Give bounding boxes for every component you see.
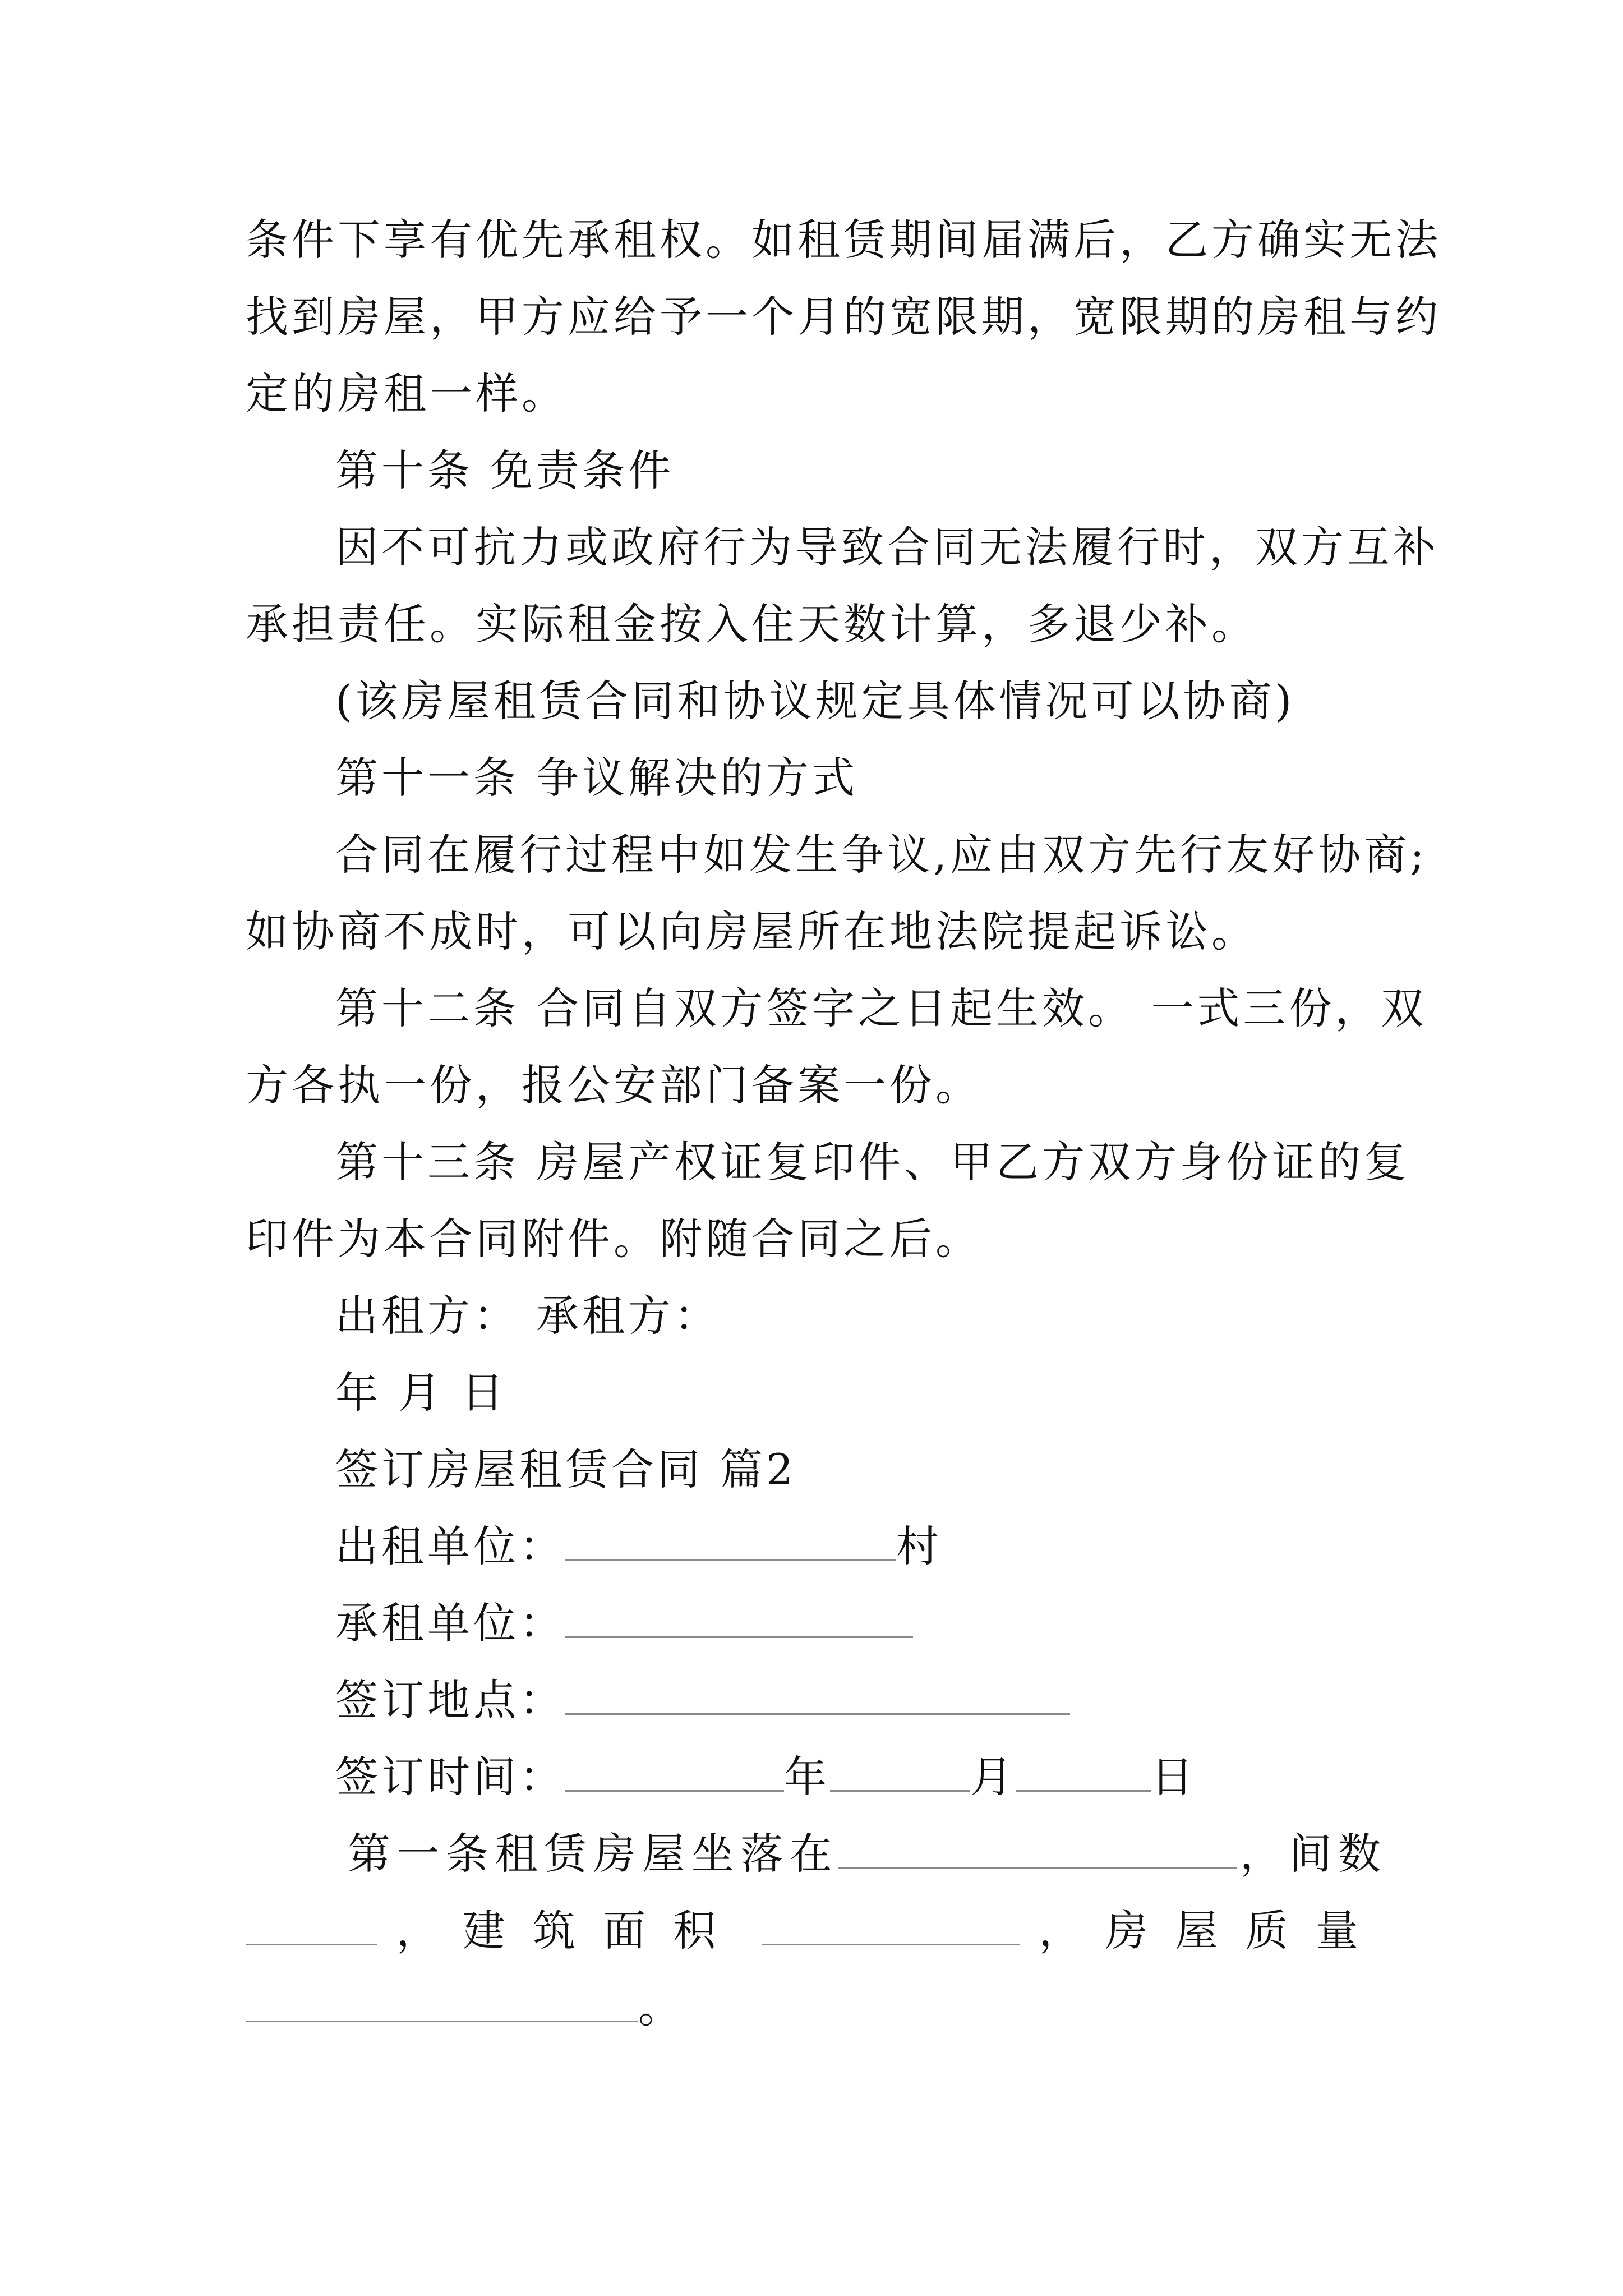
text-line: 如协商不成时，可以向房屋所在地法院提起诉讼。 [246, 907, 1257, 956]
month-blank[interactable] [830, 1750, 970, 1792]
article1-text: ， [1039, 1906, 1087, 1955]
text-line: 因不可抗力或政府行为导致合同无法履行时，双方互补 [335, 522, 1439, 572]
lessor-blank[interactable] [565, 1519, 896, 1561]
month-label: 月 [970, 1752, 1016, 1802]
location-blank[interactable] [838, 1826, 1237, 1869]
article1-line2 [246, 1903, 1384, 1959]
lessee-row [335, 1595, 1384, 1651]
time-row [335, 1749, 1384, 1805]
text-line: 承担责任。实际租金按入住天数计算，多退少补。 [246, 599, 1257, 649]
date-line: 年 月 日 [335, 1368, 508, 1418]
text-line: 第十二条 合同自双方签字之日起生效。 一式三份，双 [335, 983, 1427, 1033]
article1-text: 房屋质量 [1105, 1906, 1384, 1955]
article1-text: 第一条租赁房屋坐落在 [348, 1829, 839, 1879]
year-blank[interactable] [565, 1750, 784, 1792]
day-blank[interactable] [1016, 1750, 1151, 1792]
article-heading: 第十一条 争议解决的方式 [335, 753, 859, 803]
text-line: 合同在履行过程中如发生争议,应由双方先行友好协商; [335, 830, 1428, 880]
article1-end: 。 [638, 1982, 684, 2032]
article1-text: ， [396, 1906, 444, 1955]
article1-line1 [348, 1826, 1384, 1882]
text-line: 方各执一份，报公安部门备案一份。 [246, 1060, 981, 1110]
place-row [335, 1672, 1384, 1728]
text-line: 印件为本合同附件。附随合同之后。 [246, 1214, 981, 1264]
text-line: 第十三条 房屋产权证复印件、甲乙方双方身份证的复 [335, 1137, 1410, 1187]
article-heading: 第十条 免责条件 [335, 445, 675, 495]
place-label: 签订地点： [335, 1675, 565, 1725]
article1-text: ，间数 [1237, 1829, 1385, 1879]
section-title: 签订房屋租赁合同 篇2 [335, 1444, 797, 1494]
lessor-row [335, 1519, 1384, 1575]
signature-line: 出租方： 承租方： [335, 1291, 721, 1341]
lessor-label: 出租单位： [335, 1521, 565, 1571]
text-line: 定的房租一样。 [246, 369, 568, 418]
quality-blank[interactable] [246, 1980, 638, 2022]
article1-line3 [246, 1980, 1384, 2036]
time-label: 签订时间： [335, 1752, 565, 1802]
place-blank[interactable] [565, 1673, 1070, 1715]
year-label: 年 [784, 1752, 830, 1802]
room-count-blank[interactable] [246, 1903, 377, 1945]
lessor-suffix: 村 [896, 1521, 942, 1571]
text-line: 找到房屋，甲方应给予一个月的宽限期，宽限期的房租与约 [246, 292, 1441, 342]
lessee-label: 承租单位： [335, 1598, 565, 1648]
area-blank[interactable] [762, 1903, 1020, 1945]
note-line: (该房屋租赁合同和协议规定具体情况可以协商) [335, 676, 1295, 726]
text-line: 条件下享有优先承租权。如租赁期间届满后，乙方确实无法 [246, 215, 1441, 265]
day-label: 日 [1151, 1752, 1197, 1802]
article1-text: 建筑面积 [462, 1906, 744, 1955]
lessee-blank[interactable] [565, 1596, 913, 1638]
